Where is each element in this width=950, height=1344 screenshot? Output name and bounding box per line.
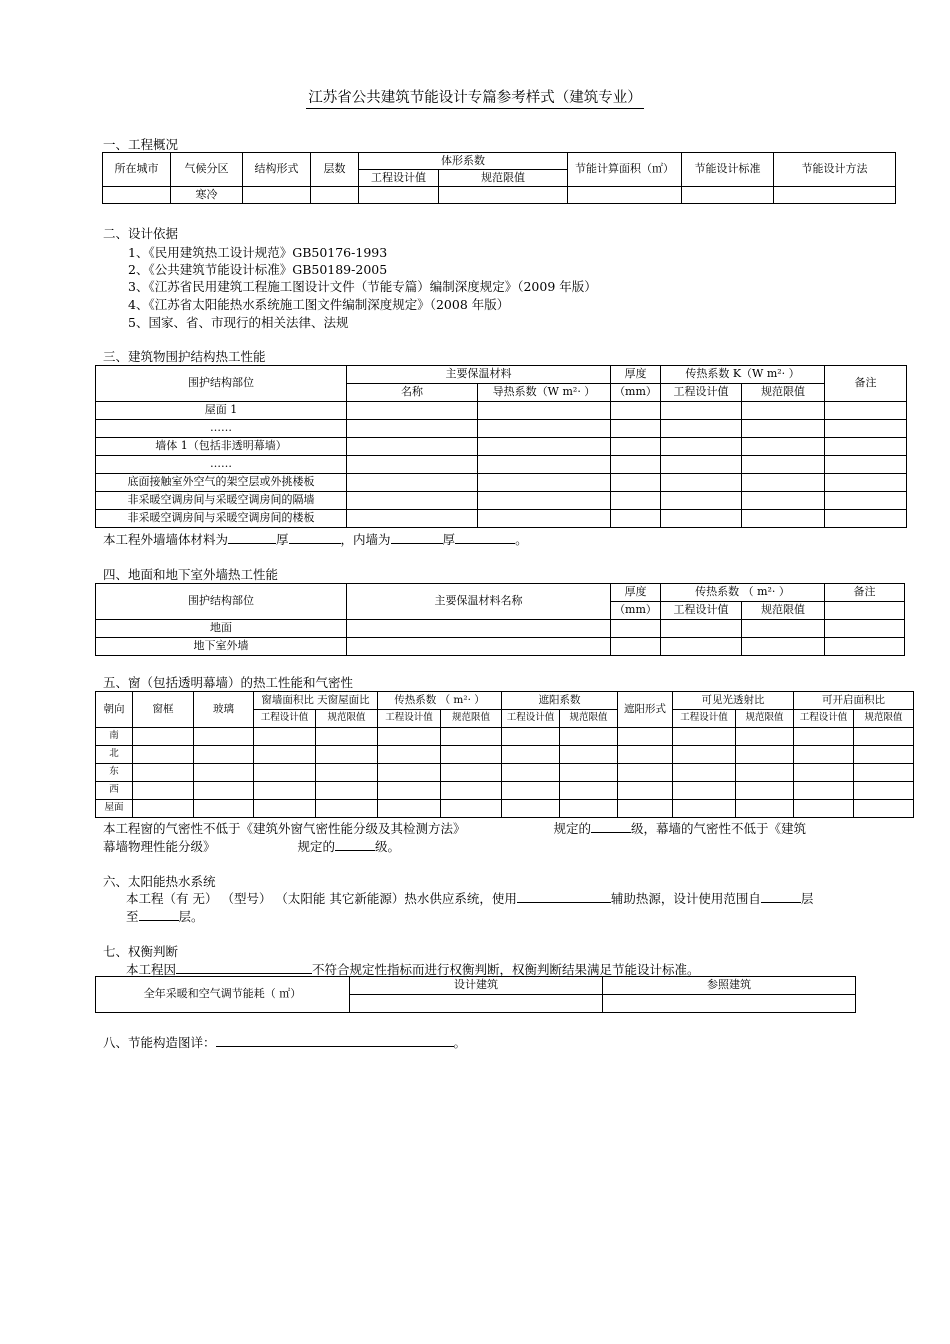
- row-label: 西: [96, 782, 133, 800]
- col-note: 备注: [825, 584, 905, 602]
- reference-item: 4、《江苏省太阳能热水系统施工图文件编制深度规定》（2008 年版）: [128, 297, 510, 312]
- col-k-value: 传热系数 K（W m²· ）: [661, 366, 825, 384]
- col-design-value: 工程设计值: [661, 384, 742, 402]
- row-label: 东: [96, 764, 133, 782]
- climate-value: 寒冷: [171, 187, 243, 204]
- section-8-heading: 八、节能构造图详： 。: [103, 1035, 467, 1050]
- col-envelope-part: 围护结构部位: [96, 366, 347, 402]
- col-design-value: 工程设计值: [378, 710, 441, 728]
- col-area: 节能计算面积（㎡）: [568, 153, 682, 187]
- table-cell: [311, 187, 359, 204]
- col-thickness-unit: （mm）: [611, 384, 661, 402]
- col-design-value: 工程设计值: [359, 170, 439, 187]
- tradeoff-line: 本工程因 不符合规定性指标而进行权衡判断，权衡判断结果满足节能设计标准。: [126, 962, 700, 977]
- section-3-heading: 三、建筑物围护结构热工性能: [103, 349, 266, 364]
- reference-item: 1、《民用建筑热工设计规范》GB50176-1993: [128, 245, 388, 260]
- solar-line-2: 至 层。: [126, 909, 204, 924]
- col-standard: 节能设计标准: [682, 153, 774, 187]
- table-cell: [774, 187, 896, 204]
- row-label: 屋面: [96, 800, 133, 818]
- col-thickness: 厚度: [611, 584, 661, 602]
- col-main-material: 主要保温材料: [347, 366, 611, 384]
- col-k-value: 传热系数 （ m²· ）: [378, 692, 502, 710]
- row-label: 地下室外墙: [96, 638, 347, 656]
- row-label: ……: [96, 420, 347, 438]
- table-cell: [359, 187, 439, 204]
- table-cell: [682, 187, 774, 204]
- row-label: 南: [96, 728, 133, 746]
- section-7-heading: 七、权衡判断: [103, 944, 179, 959]
- col-shading-coefficient: 遮阳系数: [502, 692, 618, 710]
- col-material-name: 名称: [347, 384, 478, 402]
- col-glass: 玻璃: [194, 692, 254, 728]
- col-thickness: 厚度: [611, 366, 661, 384]
- col-design-value: 工程设计值: [673, 710, 736, 728]
- section-6-heading: 六、太阳能热水系统: [103, 874, 216, 889]
- col-limit-value: 规范限值: [316, 710, 378, 728]
- reference-item: 5、国家、省、市现行的相关法律、法规: [128, 315, 349, 330]
- section-1-heading: 一、工程概况: [103, 137, 179, 152]
- wall-material-note: 本工程外墙墙体材料为 厚 ，内墙为 厚 。: [103, 532, 528, 547]
- table-cell: [439, 187, 568, 204]
- col-design-value: 工程设计值: [661, 602, 742, 620]
- col-main-material: 主要保温材料名称: [347, 584, 611, 620]
- col-limit-value: 规范限值: [560, 710, 618, 728]
- row-label: 非采暖空调房间与采暖空调房间的隔墙: [96, 492, 347, 510]
- col-thickness-unit: （mm）: [611, 602, 661, 620]
- col-reference-building: 参照建筑: [603, 977, 856, 995]
- reference-item: 3、《江苏省民用建筑工程施工图设计文件（节能专篇）编制深度规定》（2009 年版）: [128, 279, 597, 294]
- table-cell: [103, 187, 171, 204]
- col-design-value: 工程设计值: [794, 710, 854, 728]
- row-label: ……: [96, 456, 347, 474]
- row-label: 非采暖空调房间与采暖空调房间的楼板: [96, 510, 347, 528]
- airtightness-note-2: 幕墙物理性能分级》 规定的 级。: [103, 839, 401, 854]
- col-light-transmittance: 可见光透射比: [673, 692, 794, 710]
- col-frame: 窗框: [133, 692, 194, 728]
- project-overview-table: [102, 152, 896, 204]
- col-limit-value: 规范限值: [439, 170, 568, 187]
- col-area-ratio: 窗墙面积比 天窗屋面比: [254, 692, 378, 710]
- table-cell: [243, 187, 311, 204]
- col-orientation: 朝向: [96, 692, 133, 728]
- row-label: 屋面 1: [96, 402, 347, 420]
- envelope-table: [95, 365, 907, 528]
- row-label: 底面接触室外空气的架空层或外挑楼板: [96, 474, 347, 492]
- airtightness-note-1: 本工程窗的气密性不低于《建筑外窗气密性能分级及其检测方法》 规定的 级，幕墙的气密性不低于《建筑: [103, 821, 807, 836]
- col-shape-coefficient: 体形系数: [359, 153, 568, 170]
- ground-table: [95, 583, 905, 656]
- tradeoff-table: [95, 976, 856, 1013]
- col-structure: 结构形式: [243, 153, 311, 187]
- reference-item: 2、《公共建筑节能设计标准》GB50189-2005: [128, 262, 388, 277]
- row-label: 北: [96, 746, 133, 764]
- section-2-heading: 二、设计依据: [103, 226, 179, 241]
- col-design-value: 工程设计值: [254, 710, 316, 728]
- window-table: [95, 691, 914, 818]
- col-openable-ratio: 可开启面积比: [794, 692, 914, 710]
- col-design-value: 工程设计值: [502, 710, 560, 728]
- section-5-heading: 五、窗（包括透明幕墙）的热工性能和气密性: [103, 675, 354, 690]
- col-k-value: 传热系数 （ m²· ）: [661, 584, 825, 602]
- col-note: 备注: [825, 366, 907, 402]
- col-shading-form: 遮阳形式: [618, 692, 673, 728]
- col-limit-value: 规范限值: [742, 602, 825, 620]
- col-design-building: 设计建筑: [350, 977, 603, 995]
- col-city: 所在城市: [103, 153, 171, 187]
- col-limit-value: 规范限值: [441, 710, 502, 728]
- page-title: 江苏省公共建筑节能设计专篇参考样式（建筑专业）: [0, 86, 950, 107]
- row-label: 墙体 1（包括非透明幕墙）: [96, 438, 347, 456]
- col-climate: 气候分区: [171, 153, 243, 187]
- table-cell: [568, 187, 682, 204]
- col-limit-value: 规范限值: [742, 384, 825, 402]
- solar-line-1: 本工程（有 无） （型号） （太阳能 其它新能源）热水供应系统，使用 辅助热源，设计使用范围自 层: [126, 891, 814, 906]
- col-annual-energy: 全年采暖和空气调节能耗（ ㎡）: [96, 977, 350, 1013]
- section-4-heading: 四、地面和地下室外墙热工性能: [103, 567, 279, 582]
- row-label: 地面: [96, 620, 347, 638]
- col-envelope-part: 围护结构部位: [96, 584, 347, 620]
- col-conductivity: 导热系数（W m²· ）: [478, 384, 611, 402]
- col-limit-value: 规范限值: [854, 710, 914, 728]
- col-floors: 层数: [311, 153, 359, 187]
- col-limit-value: 规范限值: [736, 710, 794, 728]
- col-method: 节能设计方法: [774, 153, 896, 187]
